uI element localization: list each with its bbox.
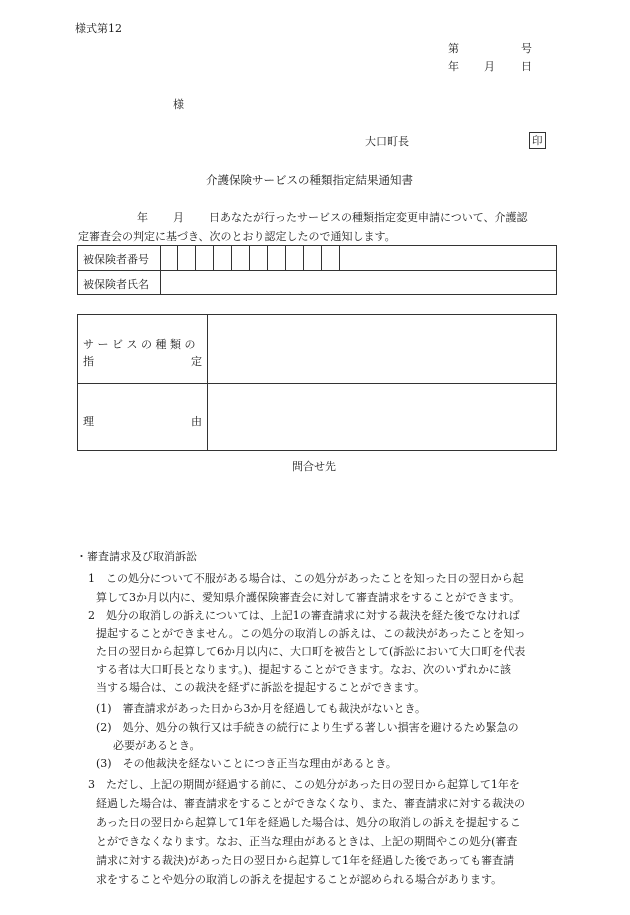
date-day: 日 <box>521 60 532 73</box>
reason-field[interactable] <box>210 386 554 448</box>
form-number: 様式第12 <box>75 22 122 35</box>
service-type-label-line-2b: 定 <box>191 355 202 368</box>
appeal-line: あった日の翌日から起算して1年を経過した場合は、処分の取消しの訴えを提起するこ <box>96 816 521 829</box>
number-suffix: 号 <box>521 42 532 55</box>
intro-year: 年 <box>137 211 148 224</box>
document-title: 介護保険サービスの種類指定結果通知書 <box>206 173 413 187</box>
appeal-line: 2 処分の取消しの訴えについては、上記1の審査請求に対する裁決を経た後でなければ <box>88 609 520 622</box>
insured-number-label: 被保険者番号 <box>83 253 149 266</box>
service-type-label-line-2a: 指 <box>83 355 94 368</box>
appeal-line: 求をすることや処分の取消しの訴えを提起することが認められる場合があります。 <box>96 873 503 886</box>
intro-month: 月 <box>173 211 184 224</box>
appeal-line: 3 ただし、上記の期間が経過する前に、この処分があった日の翌日から起算して1年を <box>88 778 520 791</box>
contact-label: 問合せ先 <box>292 460 336 473</box>
date-month: 月 <box>484 60 495 73</box>
appeal-line: 当する場合は、この裁決を経ずに訴訟を提起することができます。 <box>96 681 426 694</box>
appeal-line: 提起することができません。この処分の取消しの訴えは、この裁決があったことを知っ <box>96 627 526 640</box>
reason-label-a: 理 <box>83 415 94 428</box>
insured-name-label: 被保険者氏名 <box>83 278 149 291</box>
appeal-subitem: (1) 審査請求があった日から3か月を経過しても裁決がないとき。 <box>96 702 427 715</box>
result-table <box>77 314 557 451</box>
appeal-line: 請求に対する裁決)があった日の翌日から起算して1年を経過した後であっても審査請 <box>96 854 515 867</box>
appeal-subitem: (2) 処分、処分の執行又は手続きの続行により生ずる著しい損害を避けるため緊急の <box>96 721 519 734</box>
reason-label-b: 由 <box>191 415 202 428</box>
intro-line-2: 定審査会の判定に基づき、次のとおり認定したので通知します。 <box>78 230 396 243</box>
service-type-label-line-1: サ ー ビ ス の 種 類 の <box>83 338 196 351</box>
recipient-honorific: 様 <box>173 98 184 111</box>
appeal-line: とができなくなります。なお、正当な理由があるときは、上記の期間やこの処分(審査 <box>96 835 518 848</box>
insured-table <box>77 245 557 295</box>
appeal-line: 1 この処分について不服がある場合は、この処分があったことを知った日の翌日から起 <box>88 572 524 585</box>
appeal-subitem: 必要があるとき。 <box>113 739 201 752</box>
intro-line-1: 日あなたが行ったサービスの種類指定変更申請について、介護認 <box>209 211 528 224</box>
appeal-heading: ・審査請求及び取消訴訟 <box>76 550 197 563</box>
service-type-field[interactable] <box>210 318 554 380</box>
insured-name-field[interactable] <box>162 272 554 292</box>
appeal-line: 算して3か月以内に、愛知県介護保険審査会に対して審査請求をすることができます。 <box>96 591 521 604</box>
issuer-name: 大口町長 <box>365 135 409 148</box>
appeal-line: た日の翌日から起算して6か月以内に、大口町を被告として(訴訟において大口町を代表 <box>96 645 526 658</box>
appeal-line: 経過した場合は、審査請求をすることができなくなり、また、審査請求に対する裁決の <box>96 797 525 810</box>
date-year: 年 <box>448 60 459 73</box>
seal-mark: 印 <box>529 132 546 149</box>
appeal-subitem: (3) その他裁決を経ないことにつき正当な理由があるとき。 <box>96 757 397 770</box>
appeal-line: する者は大口町長となります。)、提起することができます。なお、次のいずれかに該 <box>96 663 512 676</box>
number-prefix: 第 <box>448 42 459 55</box>
